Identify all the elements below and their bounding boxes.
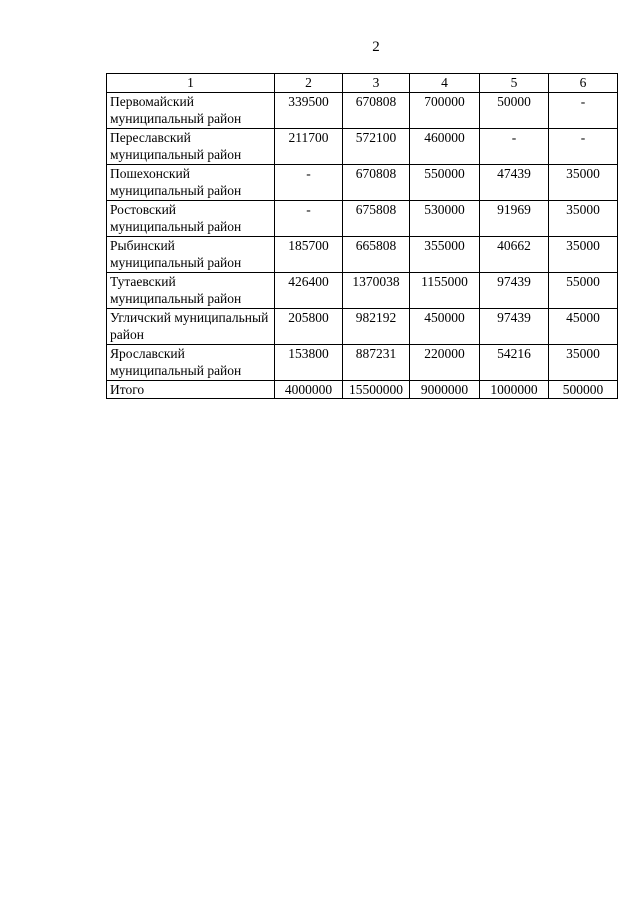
total-cell: 4000000 xyxy=(275,380,343,399)
table-cell: 185700 xyxy=(275,236,343,272)
table-row xyxy=(107,92,618,128)
table-cell: 530000 xyxy=(410,200,480,236)
table-cell: - xyxy=(275,164,343,200)
table-row xyxy=(107,200,618,236)
total-label: Итого xyxy=(107,380,275,399)
table-cell: 211700 xyxy=(275,128,343,164)
table-cell: 35000 xyxy=(549,164,618,200)
table-cell: - xyxy=(275,200,343,236)
district-name: Ростовский муниципальный район xyxy=(107,200,275,236)
table-cell: - xyxy=(549,92,618,128)
table-cell: 670808 xyxy=(343,92,410,128)
table-cell: 1370038 xyxy=(343,272,410,308)
table-cell: 355000 xyxy=(410,236,480,272)
column-header: 4 xyxy=(410,74,480,93)
table-cell: 153800 xyxy=(275,344,343,380)
table-row xyxy=(107,128,618,164)
table-cell: 55000 xyxy=(549,272,618,308)
column-header: 1 xyxy=(107,74,275,93)
table-cell: 450000 xyxy=(410,308,480,344)
table-cell: 572100 xyxy=(343,128,410,164)
column-header: 6 xyxy=(549,74,618,93)
budget-table xyxy=(106,73,618,399)
table-cell: 1155000 xyxy=(410,272,480,308)
table-header-row xyxy=(107,74,618,93)
district-name: Тутаевский муниципальный район xyxy=(107,272,275,308)
column-header: 2 xyxy=(275,74,343,93)
table-row xyxy=(107,272,618,308)
total-cell: 9000000 xyxy=(410,380,480,399)
table-cell: 47439 xyxy=(480,164,549,200)
table-cell: 35000 xyxy=(549,236,618,272)
table-cell: 35000 xyxy=(549,200,618,236)
table-cell: 675808 xyxy=(343,200,410,236)
column-header: 3 xyxy=(343,74,410,93)
table-cell: 220000 xyxy=(410,344,480,380)
table-cell: 35000 xyxy=(549,344,618,380)
table-row xyxy=(107,308,618,344)
table-row xyxy=(107,164,618,200)
table-cell: 982192 xyxy=(343,308,410,344)
table-cell: 665808 xyxy=(343,236,410,272)
table-cell: 700000 xyxy=(410,92,480,128)
table-cell: 460000 xyxy=(410,128,480,164)
page-number: 2 xyxy=(372,39,380,55)
table-cell: 670808 xyxy=(343,164,410,200)
table-cell: 50000 xyxy=(480,92,549,128)
total-cell: 1000000 xyxy=(480,380,549,399)
table-cell: - xyxy=(480,128,549,164)
district-name: Первомайский муниципальный район xyxy=(107,92,275,128)
table-row xyxy=(107,344,618,380)
table-cell: - xyxy=(549,128,618,164)
table-cell: 550000 xyxy=(410,164,480,200)
table-cell: 54216 xyxy=(480,344,549,380)
table-cell: 426400 xyxy=(275,272,343,308)
table-cell: 40662 xyxy=(480,236,549,272)
total-cell: 500000 xyxy=(549,380,618,399)
table-cell: 45000 xyxy=(549,308,618,344)
table-row xyxy=(107,236,618,272)
district-name: Рыбинский муниципальный район xyxy=(107,236,275,272)
table-cell: 887231 xyxy=(343,344,410,380)
district-name: Переславский муниципальный район xyxy=(107,128,275,164)
table-cell: 97439 xyxy=(480,272,549,308)
district-name: Пошехонский муниципальный район xyxy=(107,164,275,200)
district-name: Ярославский муниципальный район xyxy=(107,344,275,380)
district-name: Угличский муниципальный район xyxy=(107,308,275,344)
column-header: 5 xyxy=(480,74,549,93)
total-cell: 15500000 xyxy=(343,380,410,399)
total-row xyxy=(107,380,618,399)
table-cell: 205800 xyxy=(275,308,343,344)
table-cell: 91969 xyxy=(480,200,549,236)
table-cell: 97439 xyxy=(480,308,549,344)
table-cell: 339500 xyxy=(275,92,343,128)
